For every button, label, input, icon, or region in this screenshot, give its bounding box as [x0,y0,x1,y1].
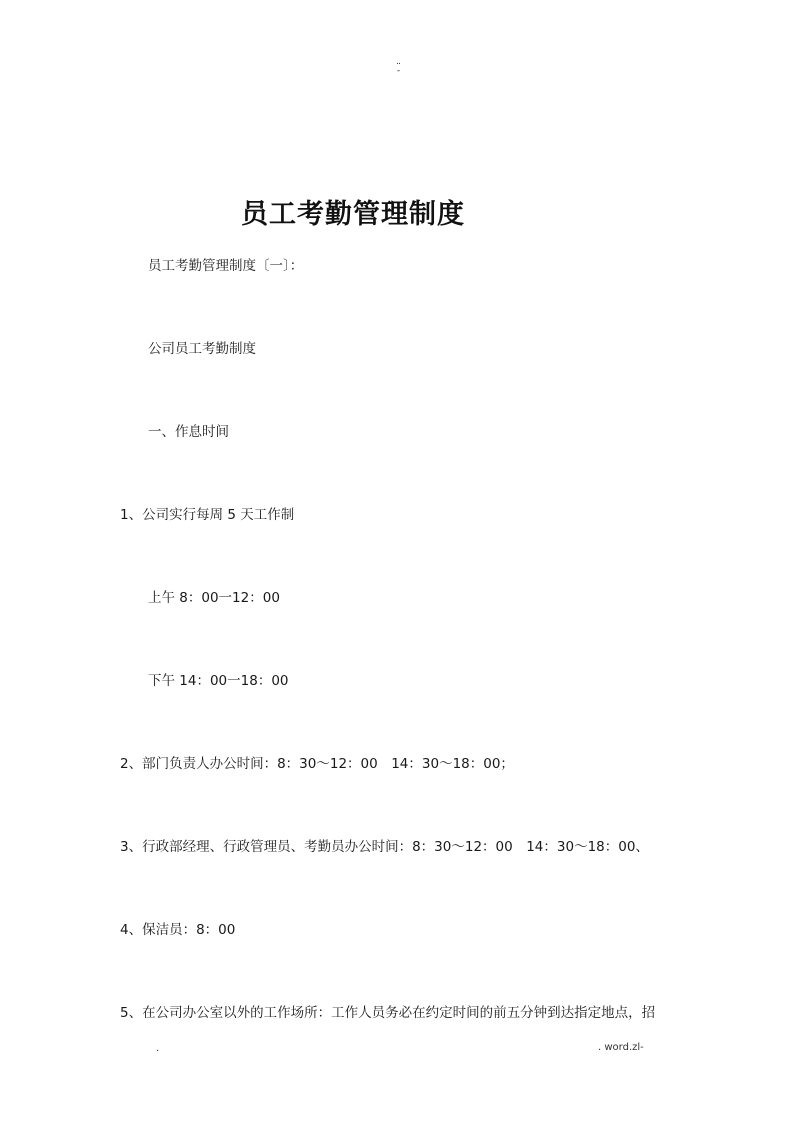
document-title: 员工考勤管理制度 [241,199,465,230]
paragraph-line: 5、在公司办公室以外的工作场所：工作人员务必在约定时间的前五分钟到达指定地点，招 [120,1005,656,1021]
section-heading: 公司员工考勤制度 [148,341,256,357]
paragraph-line: 4、保洁员：8：00 [120,922,236,938]
paragraph-line: 2、部门负责人办公时间：8：30～12：00 14：30～18：00； [120,756,514,772]
header-mark: .. - [396,57,400,76]
section-heading: 一、作息时间 [148,424,229,440]
paragraph-line: 3、行政部经理、行政管理员、考勤员办公时间：8：30～12：00 14：30～18：00、 [120,839,649,855]
footer-left-mark: . [156,1043,160,1054]
paragraph-line: 1、公司实行每周 5 天工作制 [120,507,295,523]
paragraph-line: 下午 14：00一18：00 [148,673,289,689]
footer-watermark: . word.zl- [598,1042,644,1053]
paragraph-line: 上午 8：00一12：00 [148,590,280,606]
subtitle-line: 员工考勤管理制度〔一〕： [148,258,304,274]
